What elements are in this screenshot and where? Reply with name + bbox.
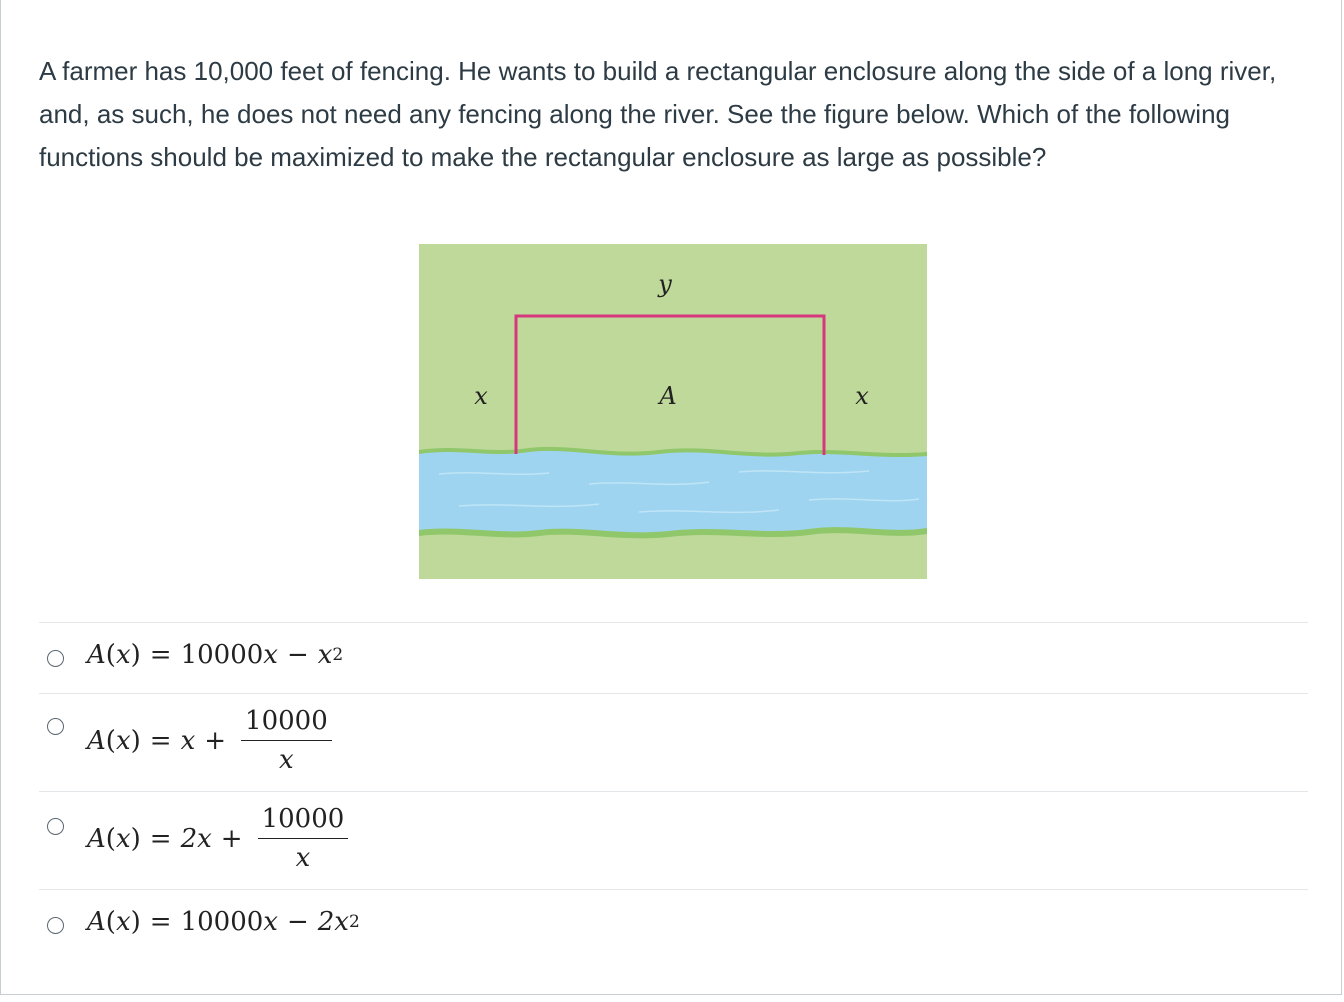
- answer-option-1[interactable]: [39, 622, 1308, 693]
- answer-option-3[interactable]: [39, 791, 1308, 889]
- answer-math-3: A ( x ) = 2x + $\frac{10000}{x}$: [87, 804, 348, 873]
- answer-radio-2[interactable]: [47, 718, 64, 735]
- fraction: $\frac{10000}{x}$: [258, 804, 349, 873]
- answer-option-4[interactable]: [39, 889, 1308, 961]
- figure-label-y: y: [658, 270, 672, 298]
- answer-math-2: A ( x ) = x + $\frac{10000}{x}$: [87, 706, 332, 775]
- answer-math-4: A ( x ) = 10000 x − 2x 2: [87, 907, 360, 937]
- answer-radio-4[interactable]: [47, 917, 64, 934]
- answer-list: [39, 622, 1308, 961]
- river-enclosure-figure: [419, 244, 927, 579]
- fraction: $\frac{10000}{x}$: [241, 706, 332, 775]
- figure-label-x-left: x: [474, 382, 488, 410]
- answer-math-1: A ( x ) = 10000 x − x 2: [87, 640, 344, 670]
- answer-radio-1[interactable]: [47, 650, 64, 667]
- answer-radio-3[interactable]: [47, 818, 64, 835]
- question-text: A farmer has 10,000 feet of fencing. He wants to build a rectangular enclosure along the side of a long river, and, as such, he does not need any fencing along the river. See the figure below. Which of the following functions should be maximized to make the rectangular enclosure as large as possible?: [39, 56, 1277, 172]
- figure-label-x-right: x: [855, 382, 869, 410]
- answer-option-2[interactable]: [39, 693, 1308, 791]
- river: [419, 451, 927, 533]
- figure-label-area: A: [659, 382, 677, 410]
